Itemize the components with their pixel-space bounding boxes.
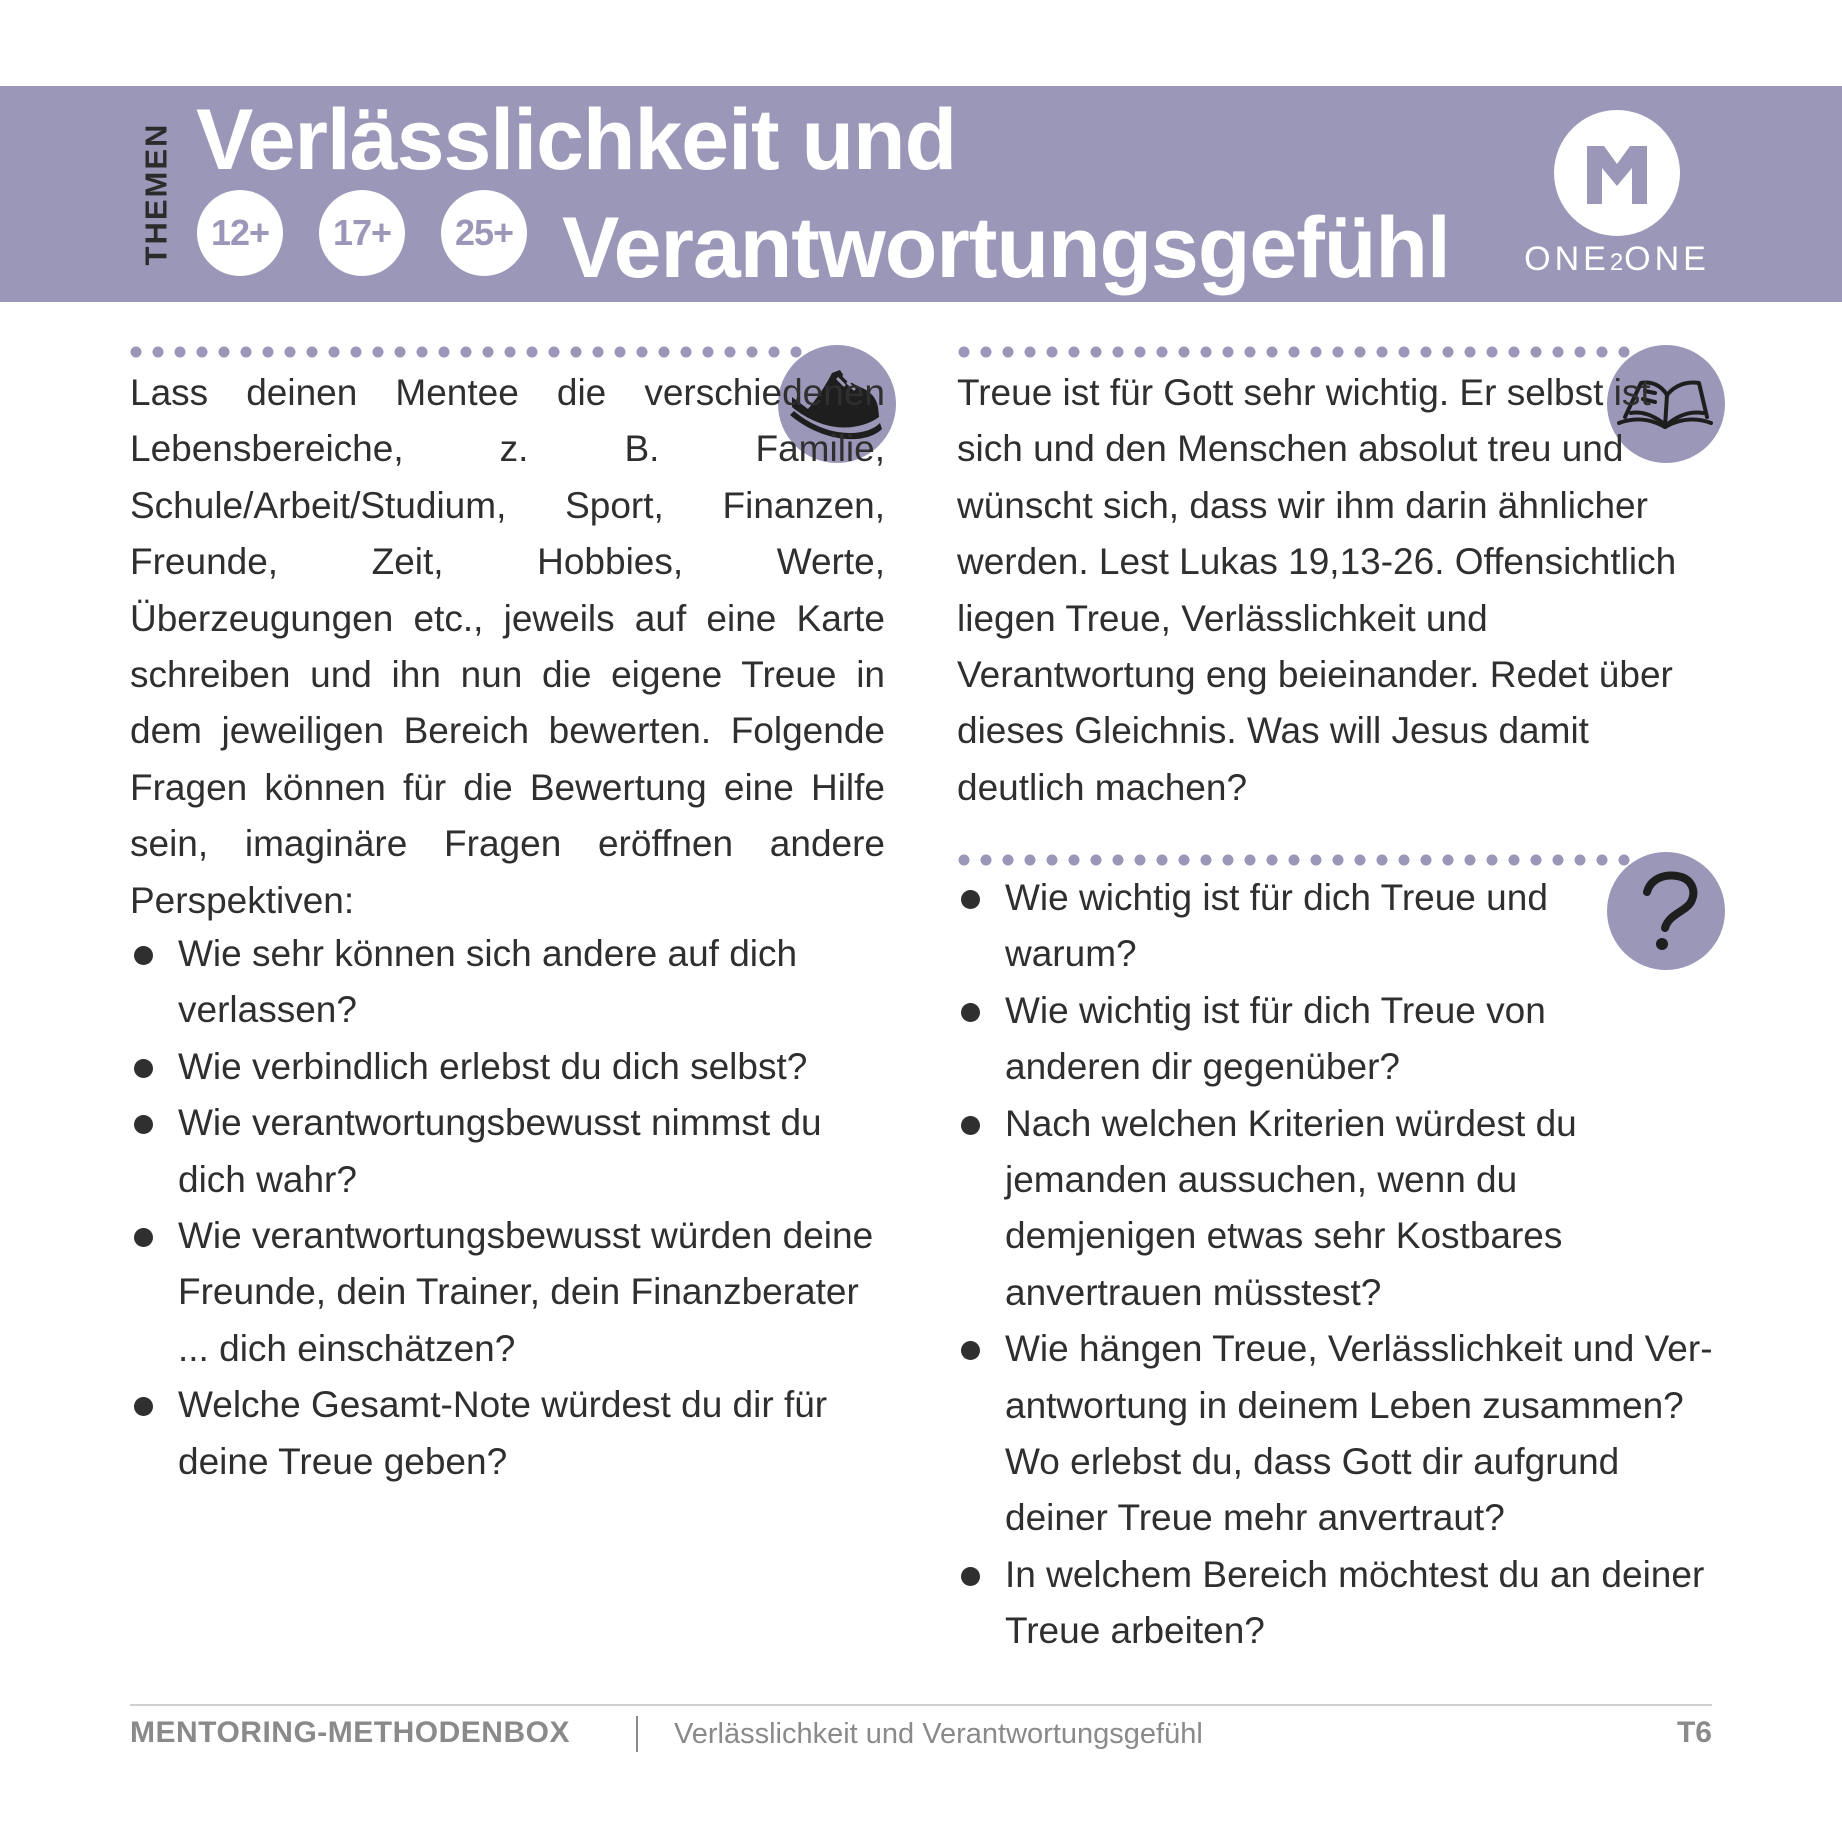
footer-title: Verlässlichkeit und Verantwortungsgefühl	[674, 1718, 1203, 1750]
category-label	[136, 110, 176, 278]
page-title-line-2: Verantwortungsgefühl	[562, 200, 1450, 296]
list-item: Wie hängen Treue, Verlässlichkeit und Verantwortung in deinem Leben zusammen? Wo erlebst du, dass Gott dir aufgrund deiner Treue mehr anvertraut?	[957, 1321, 1717, 1547]
list-item: Wie verantwortungsbewusst würden deine Freunde, dein Trainer, dein Finanzberater ... dich einschätzen?	[130, 1208, 890, 1377]
category-text: THEMEN	[138, 122, 174, 266]
dotted-divider-bible	[956, 344, 1646, 360]
page-number: T6	[1676, 1716, 1712, 1749]
bible-study-text: Treue ist für Gott sehr wichtig. Er selbst ist sich und den Menschen absolut treu und wünscht sich, dass wir ihm darin ähnlicher werden. Lest Lukas 19,13-26. Offensichtlich liegen Treue, Verlässlichkeit und Verantwortung eng beieinander. Redet über dieses Gleichnis. Was will Jesus damit deutlich machen?	[957, 372, 1677, 808]
list-item: Wie wichtig ist für dich Treue von anderen dir gegenüber?	[957, 983, 1565, 1096]
footer-separator	[636, 1716, 638, 1752]
list-item: Wie verantwortungsbewusst nimmst du dich wahr?	[130, 1095, 890, 1208]
page-title-line-1: Verlässlichkeit und	[196, 92, 957, 188]
footer-divider	[130, 1704, 1712, 1706]
dotted-divider-questions	[956, 852, 1646, 868]
age-badge-25: 25+	[441, 190, 527, 276]
left-question-list	[130, 926, 890, 1490]
logo-m-icon	[1554, 110, 1680, 236]
dotted-divider-left	[128, 344, 818, 360]
list-item: Wie wichtig ist für dich Treue und warum?	[957, 870, 1565, 983]
list-item: Wie sehr können sich andere auf dich verlassen?	[130, 926, 890, 1039]
list-item: In welchem Bereich möchtest du an deiner Treue arbeiten?	[957, 1547, 1717, 1660]
activity-intro-text: Lass deinen Mentee die verschiedenen Lebensbereiche, z. B. Familie, Schule/Arbeit/Studium, Sport, Finanzen, Freunde, Zeit, Hobbies, Werte, Überzeugungen etc., jeweils auf eine Karte schreiben und ihn nun die eigene Treue in dem jeweiligen Bereich bewerten. Folgende Fragen können für die Bewertung eine Hilfe sein, imaginäre Fragen eröffnen andere Perspektiven:	[130, 372, 885, 921]
footer-brand: MENTORING-METHODENBOX	[130, 1716, 570, 1749]
list-item: Welche Gesamt-Note würdest du dir für deine Treue geben?	[130, 1377, 890, 1490]
list-item: Wie verbindlich erlebst du dich selbst?	[130, 1039, 890, 1095]
list-item: Nach welchen Kriterien würdest du jemanden aussuchen, wenn du demjenigen etwas sehr Kostbares anvertrauen müsstest?	[957, 1096, 1585, 1322]
right-question-list	[957, 870, 1717, 1660]
age-badge-12: 12+	[197, 190, 283, 276]
logo-wordmark: ONE2ONE	[1524, 240, 1710, 278]
age-badge-17: 17+	[319, 190, 405, 276]
